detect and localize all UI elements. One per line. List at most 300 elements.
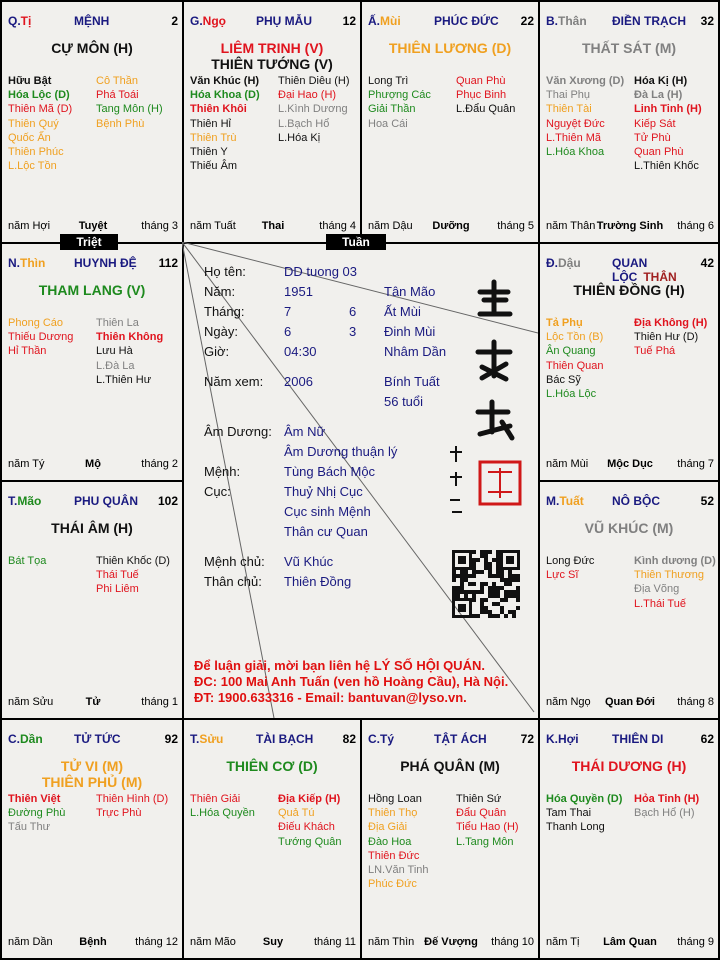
- month-label: tháng 6: [677, 220, 714, 232]
- minor-star: L.Đà La: [96, 359, 135, 372]
- palace-name: PHỤ MẪU: [256, 14, 312, 28]
- stars-left: [8, 316, 73, 359]
- branch-label: [190, 732, 223, 746]
- minor-star: Thiên Quý: [8, 117, 59, 130]
- year-label: năm Mùi: [546, 458, 589, 470]
- minor-star: L.Tang Môn: [456, 835, 514, 848]
- palace-cell-mui[interactable]: [360, 0, 540, 244]
- minor-star: L.Thái Tuế: [634, 597, 686, 610]
- value-cuc-3: Thân cư Quan: [284, 524, 368, 539]
- palace-name: TỬ TỨC: [74, 732, 121, 746]
- palace-header: [190, 732, 356, 748]
- minor-star: Thiên Việt: [8, 793, 61, 805]
- minor-star: Hóa Kị (H): [634, 75, 688, 87]
- palace-name: QUAN LỘC THÂN: [612, 256, 677, 284]
- minor-star: Đại Hao (H): [278, 89, 337, 102]
- palace-header: [546, 494, 714, 510]
- dai-han-number: 92: [164, 732, 178, 746]
- branch-name: Thìn: [20, 256, 46, 270]
- palace-name: HUYNH ĐỆ: [74, 256, 137, 270]
- main-star: THIÊN PHỦ (M): [41, 774, 143, 790]
- minor-star: Tả Phụ: [546, 317, 583, 329]
- palace-name: MỆNH: [74, 14, 110, 28]
- minor-star: Lực Sĩ: [546, 569, 579, 582]
- month-label: tháng 2: [141, 458, 178, 470]
- minor-star: Đà La (H): [634, 89, 683, 102]
- palace-header: [368, 732, 534, 748]
- stars-right: [96, 316, 163, 387]
- main-stars: [2, 520, 182, 536]
- palace-cell-than[interactable]: [538, 0, 720, 244]
- palace-cell-ty[interactable]: [360, 718, 540, 960]
- contact-address: ĐC: 100 Mai Anh Tuấn (ven hồ Hoàng Cầu), Hà Nội.: [194, 674, 509, 689]
- minor-star: Địa Kiếp (H): [278, 793, 341, 805]
- palace-header: [8, 14, 178, 30]
- minor-star: Thái Tuế: [96, 569, 139, 582]
- palace-header: [8, 494, 178, 510]
- life-stage: Tuyệt: [78, 220, 108, 232]
- label-nam-xem: Năm xem:: [204, 374, 264, 389]
- minor-star: Văn Khúc (H): [190, 75, 260, 87]
- dai-han-number: 22: [520, 14, 534, 28]
- main-stars: [540, 520, 718, 536]
- stars-left: [546, 554, 594, 582]
- main-star: THÁI DƯƠNG (H): [571, 758, 687, 774]
- palace-cell-tuat[interactable]: [538, 480, 720, 720]
- year-label: năm Thìn: [368, 936, 415, 948]
- minor-star: Thiên Hư (D): [634, 331, 699, 344]
- minor-star: Thiên Thọ: [368, 807, 418, 820]
- palace-name: PHU QUÂN: [74, 494, 139, 508]
- year-label: năm Ngọ: [546, 696, 591, 708]
- branch-label: [8, 494, 41, 508]
- palace-footer: [546, 220, 714, 234]
- palace-header: [190, 14, 356, 30]
- year-label: năm Hợi: [8, 220, 51, 232]
- branch-label: [8, 732, 43, 746]
- minor-star: Phi Liêm: [96, 583, 139, 596]
- main-star: CỰ MÔN (H): [51, 40, 133, 56]
- label-cuc: Cục:: [204, 484, 231, 499]
- minor-star: L.Hóa Kị: [278, 131, 321, 144]
- minor-star: Ân Quang: [546, 345, 596, 358]
- minor-star: L.Kình Dương: [278, 103, 348, 116]
- minor-star: Hữu Bật: [8, 75, 52, 87]
- main-stars: [184, 40, 360, 72]
- branch-name: Tị: [20, 14, 32, 28]
- palace-footer: [368, 220, 534, 234]
- minor-star: Phá Toái: [96, 89, 139, 102]
- branch-name: Mùi: [380, 14, 401, 28]
- triet-marker: Triệt: [60, 234, 118, 250]
- minor-star: Thiên Khốc (D): [96, 555, 170, 567]
- dai-han-number: 62: [700, 732, 714, 746]
- value-ngay: 6: [284, 324, 292, 339]
- minor-star: Tam Thai: [546, 807, 592, 820]
- palace-name: NÔ BỘC: [612, 494, 660, 508]
- center-info-panel: [182, 242, 538, 718]
- minor-star: Thiên Tài: [546, 103, 592, 116]
- minor-star: Tấu Thư: [8, 821, 51, 834]
- stars-right: [96, 74, 163, 131]
- month-label: tháng 8: [677, 696, 714, 708]
- label-nam: Năm:: [204, 284, 236, 299]
- palace-name: THIÊN DI: [612, 732, 664, 746]
- palace-cell-dau[interactable]: [538, 242, 720, 482]
- palace-name: TẬT ÁCH: [434, 732, 487, 746]
- month-label: tháng 9: [677, 936, 714, 948]
- minor-star: Thiên Trù: [190, 131, 237, 144]
- minor-star: Tử Phù: [634, 131, 671, 144]
- minor-star: Hóa Khoa (D): [190, 89, 260, 102]
- palace-footer: [8, 696, 178, 710]
- stars-left: [190, 792, 255, 820]
- minor-star: Hóa Quyền (D): [546, 793, 623, 805]
- main-star: THIÊN CƠ (D): [226, 758, 318, 774]
- value-ngay-can-chi: Đinh Mùi: [384, 324, 436, 339]
- main-stars: [540, 40, 718, 56]
- main-stars: [184, 758, 360, 774]
- minor-star: Bệnh Phù: [96, 117, 145, 130]
- stem-prefix: K.: [546, 732, 558, 746]
- palace-footer: [546, 458, 714, 472]
- contact-line-1: Để luận giải, mời bạn liên hệ LÝ SỐ HỘI QUÁN.: [194, 658, 485, 673]
- minor-star: Địa Võng: [634, 583, 680, 596]
- minor-star: L.Thiên Hư: [96, 373, 152, 386]
- minor-star: Đường Phù: [8, 807, 66, 820]
- main-star: TỬ VI (M): [60, 758, 124, 774]
- stars-right: [96, 792, 168, 820]
- minor-star: Thanh Long: [546, 821, 605, 834]
- minor-star: Thai Phụ: [546, 89, 591, 102]
- stem-prefix: T.: [8, 494, 18, 508]
- main-stars: [362, 40, 538, 56]
- branch-name: Dậu: [558, 256, 581, 270]
- life-stage: Mộ: [85, 458, 101, 470]
- stem-prefix: T.: [190, 732, 200, 746]
- dai-han-number: 2: [171, 14, 178, 28]
- minor-star: Thiên Hình (D): [96, 793, 169, 805]
- minor-star: Phượng Các: [368, 89, 431, 102]
- main-stars: [2, 40, 182, 56]
- palace-name: TÀI BẠCH: [256, 732, 314, 746]
- year-label: năm Tý: [8, 458, 45, 470]
- value-am-duong-2: Âm Dương thuận lý: [284, 444, 398, 459]
- minor-star: L.Hóa Khoa: [546, 146, 605, 159]
- calligraphy-logo: [444, 272, 534, 532]
- branch-name: Tý: [380, 732, 395, 746]
- palace-cell-ti[interactable]: [0, 0, 184, 244]
- minor-star: L.Hóa Quyền: [190, 807, 255, 820]
- branch-name: Dần: [20, 732, 43, 746]
- value-cuc: Thuỷ Nhị Cục: [284, 484, 363, 499]
- life-stage: Thai: [261, 220, 285, 232]
- value-cuc-2: Cục sinh Mệnh: [284, 504, 371, 519]
- minor-star: Thiên Đức: [368, 849, 420, 862]
- main-star: LIÊM TRINH (V): [220, 40, 324, 56]
- label-menh-chu: Mệnh chủ:: [204, 554, 265, 569]
- minor-star: Thiên Y: [190, 146, 228, 159]
- stars-right: [278, 792, 342, 849]
- palace-header: [546, 256, 714, 284]
- palace-cell-thin[interactable]: [0, 242, 184, 482]
- month-label: tháng 11: [313, 936, 356, 948]
- branch-name: Thân: [558, 14, 587, 28]
- value-nam: 1951: [284, 284, 313, 299]
- minor-star: Thiên Phúc: [8, 146, 64, 159]
- palace-cell-ngo[interactable]: [182, 0, 362, 244]
- contact-phone-email[interactable]: ĐT: 1900.633316 - Email: bantuvan@lyso.vn.: [194, 690, 467, 705]
- label-am-duong: Âm Dương:: [204, 424, 272, 439]
- stars-right: [456, 792, 519, 849]
- minor-star: Thiên Diêu (H): [278, 75, 350, 87]
- life-stage: Lâm Quan: [603, 936, 657, 948]
- minor-star: Địa Giải: [368, 821, 408, 834]
- minor-star: Hỏa Tinh (H): [634, 793, 700, 805]
- stars-left: [8, 554, 46, 568]
- minor-star: Hỉ Thần: [8, 345, 47, 358]
- value-thang-can-chi: Ất Mùi: [384, 304, 421, 319]
- minor-star: L.Bạch Hổ: [278, 117, 330, 130]
- palace-footer: [8, 220, 178, 234]
- stars-left: [190, 74, 260, 173]
- stars-left: [546, 792, 622, 835]
- branch-label: [546, 494, 584, 508]
- value-gio: 04:30: [284, 344, 317, 359]
- palace-footer: [546, 936, 714, 950]
- dai-han-number: 42: [700, 256, 714, 270]
- minor-star: Thiên Thương: [634, 569, 705, 582]
- minor-star: Bác Sỹ: [546, 373, 581, 386]
- life-stage: Dưỡng: [432, 220, 470, 232]
- value-ho-ten: DD tuong 03: [284, 264, 357, 279]
- stem-prefix: Ấ.: [368, 14, 380, 28]
- minor-star: Tiểu Hao (H): [456, 821, 519, 834]
- branch-name: Tuất: [559, 494, 584, 508]
- minor-star: Thiên Sứ: [456, 793, 502, 805]
- minor-star: L.Thiên Mã: [546, 131, 602, 144]
- value-tuoi: 56 tuổi: [384, 394, 424, 409]
- palace-footer: [368, 936, 534, 950]
- stars-left: [368, 792, 429, 891]
- dai-han-number: 72: [520, 732, 534, 746]
- year-label: năm Tuất: [190, 220, 236, 232]
- dai-han-number: 32: [700, 14, 714, 28]
- value-menh-chu: Vũ Khúc: [284, 554, 334, 569]
- branch-label: [368, 14, 401, 28]
- minor-star: Tướng Quân: [278, 835, 342, 848]
- stars-left: [546, 316, 603, 401]
- minor-star: Bạch Hổ (H): [634, 807, 695, 820]
- branch-label: [368, 732, 394, 746]
- minor-star: Nguyệt Đức: [546, 117, 605, 130]
- main-stars: [362, 758, 538, 774]
- branch-label: [546, 256, 581, 270]
- palace-footer: [546, 696, 714, 710]
- minor-star: Thiên Không: [96, 331, 164, 344]
- minor-star: Long Đức: [546, 555, 595, 567]
- main-star: VŨ KHÚC (M): [584, 520, 674, 536]
- dai-han-number: 12: [342, 14, 356, 28]
- main-star: THÁI ÂM (H): [51, 520, 133, 536]
- stars-left: [546, 74, 624, 159]
- life-stage: Đế Vượng: [424, 936, 478, 948]
- year-label: năm Mão: [190, 936, 236, 948]
- palace-header: [546, 14, 714, 30]
- minor-star: Hồng Loan: [368, 793, 422, 805]
- stem-prefix: Đ.: [546, 256, 558, 270]
- stem-prefix: C.: [8, 732, 20, 746]
- palace-cell-mao[interactable]: [0, 480, 184, 720]
- stem-prefix: B.: [546, 14, 558, 28]
- minor-star: Thiên Hỉ: [190, 117, 231, 130]
- minor-star: Tuế Phá: [634, 345, 676, 358]
- minor-star: L.Đẩu Quân: [456, 103, 516, 116]
- stars-right: [634, 316, 707, 359]
- than-marker: THÂN: [643, 270, 677, 284]
- minor-star: Đẩu Quân: [456, 807, 507, 820]
- minor-star: Linh Tinh (H): [634, 103, 702, 116]
- minor-star: Quan Phù: [456, 75, 506, 87]
- palace-cell-dan[interactable]: [0, 718, 184, 960]
- main-stars: [2, 282, 182, 298]
- label-than-chu: Thân chủ:: [204, 574, 262, 589]
- minor-star: Thiếu Dương: [8, 331, 74, 344]
- stars-right: [634, 74, 702, 173]
- palace-cell-suu[interactable]: [182, 718, 362, 960]
- month-label: tháng 5: [497, 220, 534, 232]
- label-menh: Mệnh:: [204, 464, 241, 479]
- dai-han-number: 102: [157, 494, 178, 508]
- branch-label: [546, 14, 587, 28]
- month-label: tháng 7: [677, 458, 714, 470]
- stars-left: [8, 74, 72, 173]
- stars-left: [8, 792, 65, 835]
- value-ngay-am: 3: [349, 324, 357, 339]
- life-stage: Quan Đới: [605, 696, 655, 708]
- year-label: năm Sửu: [8, 696, 54, 708]
- stem-prefix: Q.: [8, 14, 21, 28]
- minor-star: Hóa Lộc (D): [8, 89, 70, 102]
- qr-code-icon: [452, 550, 520, 618]
- palace-footer: [8, 936, 178, 950]
- label-thang: Tháng:: [204, 304, 245, 319]
- stars-right: [96, 554, 170, 597]
- value-thang-am: 6: [349, 304, 357, 319]
- stem-prefix: G.: [190, 14, 203, 28]
- dai-han-number: 82: [342, 732, 356, 746]
- dai-han-number: 52: [700, 494, 714, 508]
- stem-prefix: M.: [546, 494, 560, 508]
- month-label: tháng 12: [135, 936, 178, 948]
- stars-right: [278, 74, 350, 145]
- stem-prefix: C.: [368, 732, 380, 746]
- minor-star: Thiên Mã (D): [8, 103, 73, 116]
- branch-name: Sửu: [199, 732, 224, 746]
- branch-name: Hợi: [558, 732, 579, 746]
- month-label: tháng 4: [319, 220, 356, 232]
- value-thang: 7: [284, 304, 292, 319]
- palace-footer: [190, 936, 356, 950]
- palace-header: [8, 732, 178, 748]
- palace-footer: [8, 458, 178, 472]
- value-am-duong: Âm Nữ: [284, 424, 326, 439]
- month-label: tháng 1: [141, 696, 178, 708]
- minor-star: L.Thiên Khốc: [634, 160, 699, 173]
- minor-star: Kình dương (D): [634, 555, 716, 567]
- value-gio-can-chi: Nhâm Dần: [384, 344, 447, 359]
- minor-star: Phúc Đức: [368, 878, 417, 891]
- main-star: THIÊN TƯỚNG (V): [211, 56, 333, 72]
- main-star: THIÊN ĐỒNG (H): [573, 282, 685, 298]
- palace-name: ĐIỀN TRẠCH: [612, 14, 686, 28]
- minor-star: Thiên Giải: [190, 793, 241, 805]
- life-stage: Suy: [262, 936, 284, 948]
- main-star: THIÊN LƯƠNG (D): [388, 40, 512, 56]
- minor-star: Quốc Ấn: [8, 131, 51, 144]
- minor-star: Địa Không (H): [634, 317, 708, 329]
- year-label: năm Dậu: [368, 220, 413, 232]
- main-stars: [540, 758, 718, 774]
- year-label: năm Thân: [546, 220, 596, 232]
- minor-star: Giải Thần: [368, 103, 416, 116]
- stars-right: [634, 554, 716, 611]
- minor-star: Quan Phù: [634, 146, 684, 159]
- label-ho-ten: Họ tên:: [204, 264, 246, 279]
- branch-label: [8, 14, 31, 28]
- main-star: PHÁ QUÂN (M): [400, 758, 500, 774]
- minor-star: Thiếu Âm: [190, 160, 238, 173]
- minor-star: Phong Cáo: [8, 317, 64, 329]
- minor-star: Kiếp Sát: [634, 117, 676, 130]
- stars-left: [368, 74, 431, 131]
- life-stage: Trường Sinh: [596, 220, 664, 232]
- value-nam-xem-can-chi: Bính Tuất: [384, 374, 440, 389]
- main-stars: [540, 282, 718, 298]
- palace-header: [546, 732, 714, 748]
- stem-prefix: N.: [8, 256, 20, 270]
- minor-star: Văn Xương (D): [546, 75, 625, 87]
- minor-star: Phục Binh: [456, 89, 507, 102]
- minor-star: Cô Thần: [96, 75, 138, 87]
- main-star: THẤT SÁT (M): [581, 40, 677, 56]
- main-stars: [2, 758, 182, 790]
- stars-right: [634, 792, 699, 820]
- label-ngay: Ngày:: [204, 324, 238, 339]
- year-label: năm Tị: [546, 936, 580, 948]
- minor-star: Trực Phù: [96, 807, 142, 820]
- palace-footer: [190, 220, 356, 234]
- minor-star: Lưu Hà: [96, 345, 133, 358]
- minor-star: Lộc Tồn (B): [546, 331, 604, 344]
- year-label: năm Dần: [8, 936, 53, 948]
- minor-star: L.Hóa Lộc: [546, 388, 597, 401]
- tuan-marker: Tuần: [326, 234, 386, 250]
- minor-star: Thiên Quan: [546, 359, 604, 372]
- stars-right: [456, 74, 515, 117]
- month-label: tháng 10: [491, 936, 534, 948]
- life-stage: Tử: [85, 696, 101, 708]
- minor-star: Đào Hoa: [368, 835, 412, 848]
- minor-star: Hoa Cái: [368, 117, 408, 130]
- minor-star: Long Trì: [368, 75, 409, 87]
- branch-name: Ngọ: [202, 14, 226, 28]
- minor-star: LN.Văn Tinh: [368, 864, 429, 877]
- minor-star: Quả Tú: [278, 807, 315, 820]
- palace-name: PHÚC ĐỨC: [434, 14, 499, 28]
- palace-cell-hoi[interactable]: [538, 718, 720, 960]
- minor-star: L.Lộc Tồn: [8, 160, 57, 173]
